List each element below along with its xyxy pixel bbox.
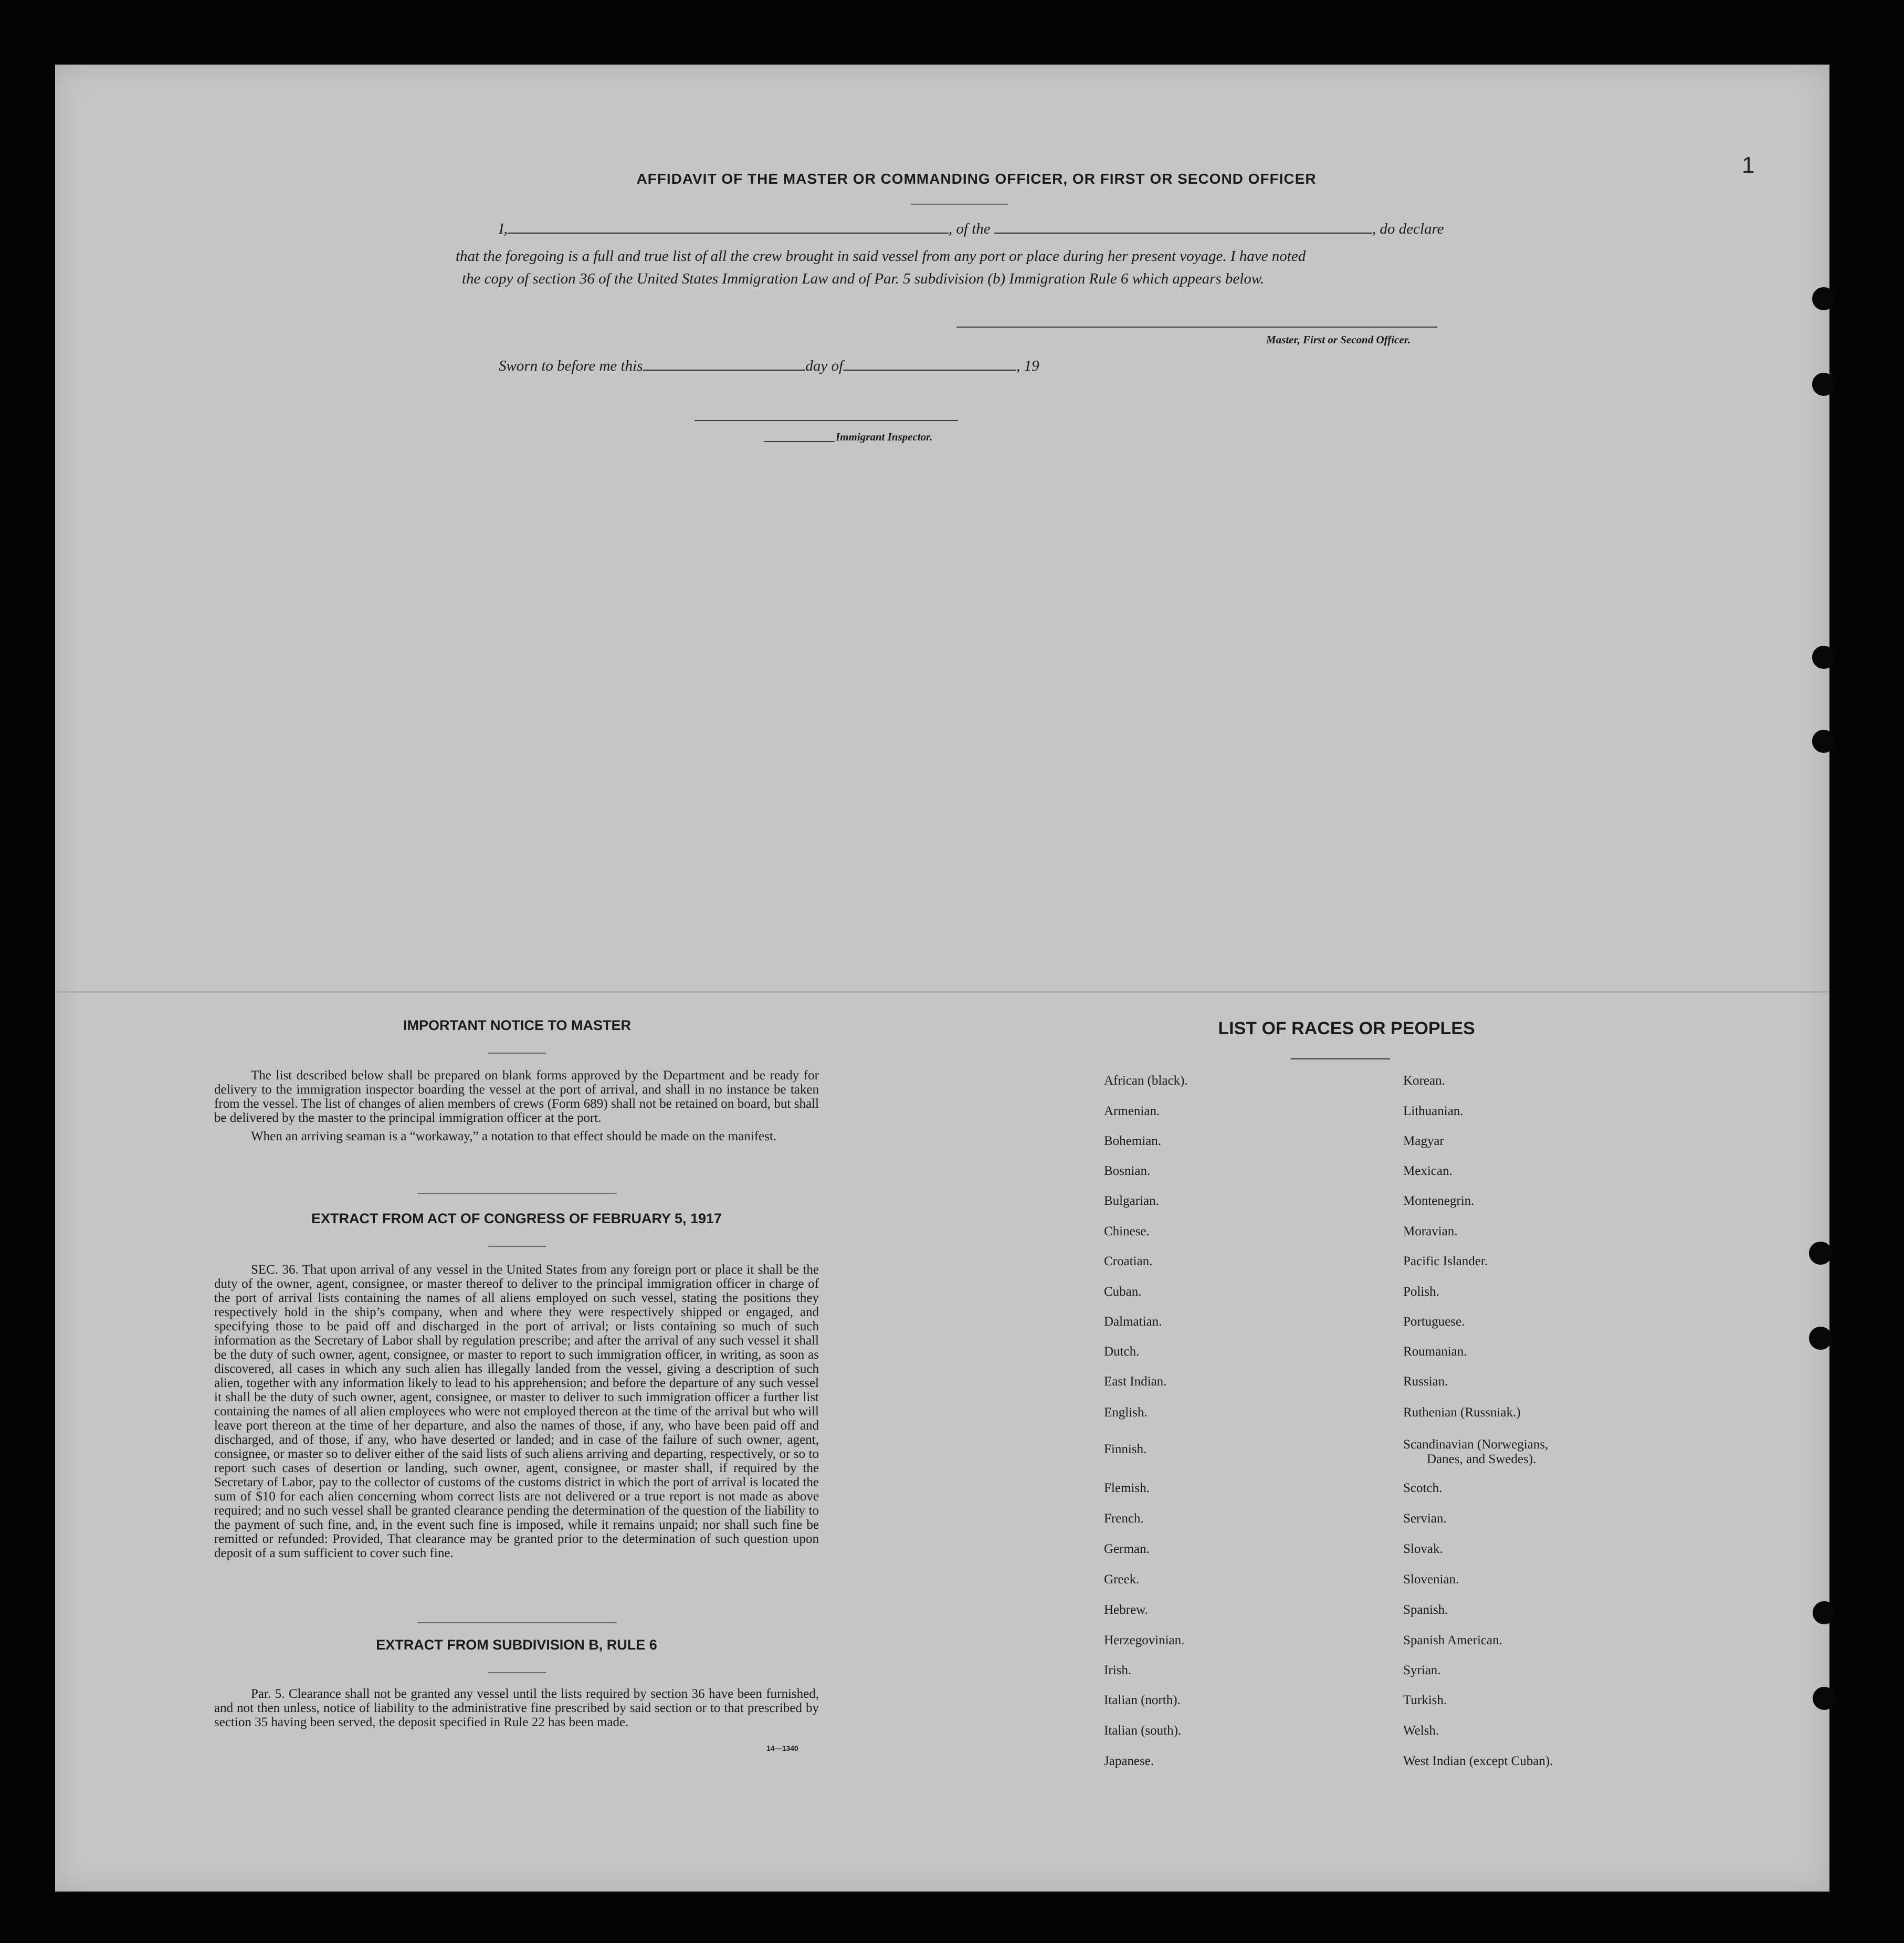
right-race-item: Slovenian. [1403, 1572, 1459, 1587]
binder-hole-3 [1812, 646, 1835, 669]
binder-hole-2 [1812, 373, 1835, 396]
right-race-item: Pacific Islander. [1403, 1254, 1488, 1268]
rule-title: EXTRACT FROM SUBDIVISION B, RULE 6 [376, 1637, 657, 1653]
left-race-item: Italian (south). [1104, 1724, 1182, 1738]
right-race-item: Russian. [1403, 1374, 1448, 1389]
right-race-item: Danes, and Swedes). [1427, 1452, 1537, 1466]
rule-paragraph-5: Par. 5. Clearance shall not be granted any vessel until the lists required by section 36 have been furnished, and not then unless, notice of liability to the administrative fine prescribed by said section or to that prescribed by section 35 having been served, the deposit specified in Rule 22 has been made. [214, 1687, 819, 1729]
act-top-divider [417, 1193, 617, 1194]
right-race-item: Montenegrin. [1403, 1194, 1475, 1208]
left-race-item: Japanese. [1104, 1754, 1154, 1768]
left-race-item: Chinese. [1104, 1224, 1150, 1238]
affidavit-line-2: that the foregoing is a full and true list of all the crew brought in said vessel from any port or place during her present voyage. I have noted [456, 248, 1306, 265]
right-race-item: Spanish American. [1403, 1633, 1502, 1647]
left-race-item: Irish. [1104, 1663, 1132, 1677]
left-race-item: Greek. [1104, 1572, 1140, 1587]
left-race-item: Finnish. [1104, 1442, 1147, 1456]
left-race-item: Croatian. [1104, 1254, 1153, 1268]
notice-body [214, 1068, 819, 1148]
right-race-item: Polish. [1403, 1285, 1439, 1299]
rule-top-divider [417, 1622, 617, 1623]
notice-paragraph-1: The list described below shall be prepared on blank forms approved by the Department and be ready for delivery to the immigration inspector boarding the vessel at the port of arrival, and shall in no instance be taken from the vessel. The list of changes of alien members of crews (Form 689) shall not be retained on board, but shall be delivered by the master to the principal immigration officer at the port. [214, 1068, 819, 1125]
left-race-item: Cuban. [1104, 1285, 1142, 1299]
notice-title: IMPORTANT NOTICE TO MASTER [403, 1017, 631, 1033]
notice-divider [488, 1053, 546, 1054]
left-race-item: Herzegovinian. [1104, 1633, 1185, 1647]
sworn-month-field[interactable] [843, 370, 1016, 371]
right-race-item: Scotch. [1403, 1481, 1443, 1495]
form-number: 14—1340 [766, 1744, 798, 1752]
left-race-item: Bulgarian. [1104, 1194, 1159, 1208]
right-race-item: Ruthenian (Russniak.) [1403, 1405, 1521, 1420]
title-divider [911, 204, 1008, 205]
affidavit-title: AFFIDAVIT OF THE MASTER OR COMMANDING OFFICER, OR FIRST OR SECOND OFFICER [636, 171, 1317, 187]
act-title: EXTRACT FROM ACT OF CONGRESS OF FEBRUARY 5, 1917 [311, 1211, 722, 1226]
vessel-prefix: , of the [948, 220, 991, 237]
right-race-item: Slovak. [1403, 1542, 1443, 1556]
sworn-day-field[interactable] [643, 370, 805, 371]
declarant-name-field[interactable] [508, 233, 949, 234]
left-race-item: Armenian. [1104, 1104, 1160, 1118]
right-race-item: Magyar [1403, 1134, 1444, 1148]
master-signature-line[interactable] [956, 327, 1437, 328]
left-race-item: African (black). [1104, 1074, 1188, 1088]
rule-divider [488, 1672, 546, 1673]
binder-hole-6 [1809, 1327, 1832, 1350]
rule-body [214, 1687, 819, 1734]
right-race-item: Lithuanian. [1403, 1104, 1464, 1118]
inspector-signature-line[interactable] [695, 420, 958, 421]
right-race-item: West Indian (except Cuban). [1403, 1754, 1553, 1768]
binder-hole-1 [1812, 287, 1835, 310]
races-title: LIST OF RACES OR PEOPLES [1218, 1018, 1475, 1038]
right-race-item: Portuguese. [1403, 1315, 1465, 1329]
document-sheet [55, 65, 1829, 1892]
left-race-item: Hebrew. [1104, 1603, 1148, 1617]
right-race-item: Servian. [1403, 1511, 1447, 1526]
right-race-item: Syrian. [1403, 1663, 1441, 1677]
declarant-prefix: I, [499, 220, 508, 237]
binder-hole-4 [1812, 730, 1835, 753]
sworn-line [499, 358, 1039, 375]
races-divider [1290, 1058, 1390, 1059]
left-race-item: English. [1104, 1405, 1148, 1420]
left-race-item: Flemish. [1104, 1481, 1150, 1495]
right-race-item: Turkish. [1403, 1693, 1447, 1707]
act-body [214, 1263, 819, 1564]
left-race-item: Italian (north). [1104, 1693, 1181, 1707]
affidavit-line-3: the copy of section 36 of the United States Immigration Law and of Par. 5 subdivision (b) Immigration Rule 6 which appears below. [462, 270, 1265, 287]
binder-hole-5 [1809, 1242, 1832, 1265]
right-race-item: Spanish. [1403, 1603, 1448, 1617]
page-number-mark: 1 [1742, 152, 1755, 178]
master-caption: Master, First or Second Officer. [1266, 333, 1411, 346]
declare-suffix: , do declare [1372, 220, 1444, 237]
right-race-item: Welsh. [1403, 1724, 1439, 1738]
act-divider [488, 1246, 546, 1247]
sworn-prefix: Sworn to before me this [499, 358, 643, 374]
affidavit-line-1 [499, 220, 1444, 238]
right-race-item: Mexican. [1403, 1164, 1453, 1178]
right-race-item: Korean. [1403, 1074, 1445, 1088]
day-of-label: day of [805, 358, 844, 374]
left-race-item: East Indian. [1104, 1374, 1167, 1389]
inspector-caption: Immigrant Inspector. [836, 430, 933, 443]
fold-crease [55, 991, 1829, 993]
inspector-short-line [764, 441, 835, 442]
left-race-item: French. [1104, 1511, 1144, 1526]
notice-paragraph-2: When an arriving seaman is a “workaway,” a notation to that effect should be made on the manifest. [251, 1129, 777, 1143]
right-race-item: Roumanian. [1403, 1345, 1467, 1359]
right-race-item: Scandinavian (Norwegians, [1403, 1437, 1549, 1452]
binder-hole-8 [1813, 1687, 1836, 1710]
left-race-item: Bosnian. [1104, 1164, 1151, 1178]
year-prefix: , 19 [1016, 358, 1039, 374]
left-race-item: Dalmatian. [1104, 1315, 1162, 1329]
left-race-item: German. [1104, 1542, 1150, 1556]
act-section-36: SEC. 36. That upon arrival of any vessel in the United States from any foreign port or place it shall be the duty of the owner, agent, consignee, or master thereof to deliver to the principal immigration officer in charge of the port of arrival lists containing the names of all aliens employed on such vessel, stating the positions they respectively hold in the ship’s company, when and where they were respectively shipped or engaged, and specifying those to be paid off and discharged in the port of arrival; or lists containing so much of such information as the Secretary of Labor shall by regulation prescribe; and after the arrival of any such vessel it shall be the duty of such owner, agent, consignee, or master to report to such immigration officer, in writing, as soon as discovered, all cases in which any such alien has illegally landed from the vessel, giving a description of such alien, together with any information likely to lead to his apprehension; and before the departure of any such vessel it shall be the duty of such owner, agent, consignee, or master to deliver to such immigration officer a further list containing the names of all alien employees who were not employed thereon at the time of the arrival but who will leave port thereon at the time of her departure, and also the names of those, if any, who have been paid off and discharged, and of those, if any, who have deserted or landed; and in case of the failure of such owner, agent, consignee, or master so to deliver either of the said lists of such aliens arriving and departing, respectively, or so to report such cases of desertion or landing, such owner, agent, consignee, or master shall, if required by the Secretary of Labor, pay to the collector of customs of the customs district in which the port of arrival is located the sum of $10 for each alien concerning whom correct lists are not delivered or a true report is not made as above required; and no such vessel shall be granted clearance pending the determination of the question of the liability to the payment of such fine, and, in the event such fine is imposed, while it remains unpaid; nor shall such fine be remitted or refunded: Provided, That clearance may be granted prior to the determination of such question upon deposit of a sum sufficient to cover such fine. [214, 1263, 819, 1560]
left-race-item: Bohemian. [1104, 1134, 1162, 1148]
vessel-name-field[interactable] [994, 233, 1372, 234]
binder-hole-7 [1813, 1601, 1836, 1624]
right-race-item: Moravian. [1403, 1224, 1458, 1238]
left-race-item: Dutch. [1104, 1345, 1140, 1359]
